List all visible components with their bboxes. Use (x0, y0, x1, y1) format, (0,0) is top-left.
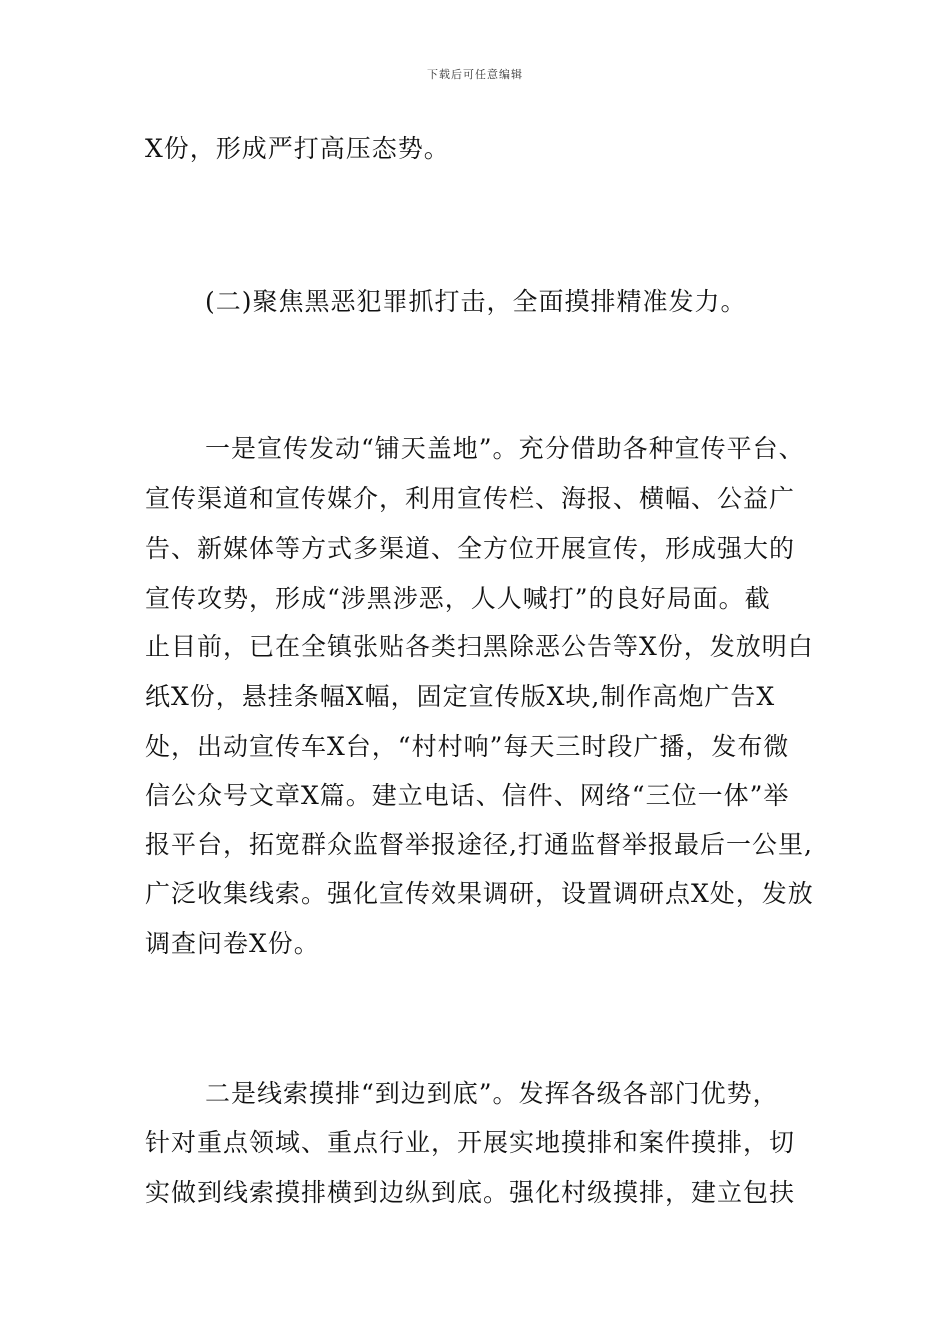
paragraph-line: 广泛收集线索。强化宣传效果调研，设置调研点X处，发放 (145, 879, 814, 908)
paragraph-line: 信公众号文章X篇。建立电话、信件、网络“三位一体”举 (145, 781, 790, 810)
paragraph-line: 实做到线索摸排横到边纵到底。强化村级摸排，建立包扶 (145, 1178, 796, 1207)
paragraph-line: 报平台，拓宽群众监督举报途径,打通监督举报最后一公里, (145, 830, 813, 859)
paragraph-line: X份，形成严打高压态势。 (145, 134, 450, 163)
paragraph-line: 宣传攻势，形成“涉黑涉恶，人人喊打”的良好局面。截 (145, 584, 771, 613)
paragraph-line: 二是线索摸排“到边到底”。发挥各级各部门优势， (205, 1079, 779, 1108)
paragraph-line: 调查问卷X份。 (145, 929, 320, 958)
page-header: 下载后可任意编辑 (427, 68, 523, 81)
paragraph-line: 纸X份，悬挂条幅X幅，固定宣传版X块,制作高炮广告X (145, 682, 776, 711)
paragraph-line: 针对重点领域、重点行业，开展实地摸排和案件摸排，切 (145, 1128, 796, 1157)
paragraph-line: 处，出动宣传车X台，“村村响”每天三时段广播，发布微 (145, 732, 790, 761)
paragraph-line: 告、新媒体等方式多渠道、全方位开展宣传，形成强大的 (145, 534, 796, 563)
section-heading: (二)聚焦黑恶犯罪抓打击，全面摸排精准发力。 (205, 287, 747, 316)
paragraph-line: 宣传渠道和宣传媒介，利用宣传栏、海报、横幅、公益广 (145, 484, 796, 513)
paragraph-line: 一是宣传发动“铺天盖地”。充分借助各种宣传平台、 (205, 434, 805, 463)
paragraph-line: 止目前，已在全镇张贴各类扫黑除恶公告等X份，发放明白 (145, 632, 814, 661)
